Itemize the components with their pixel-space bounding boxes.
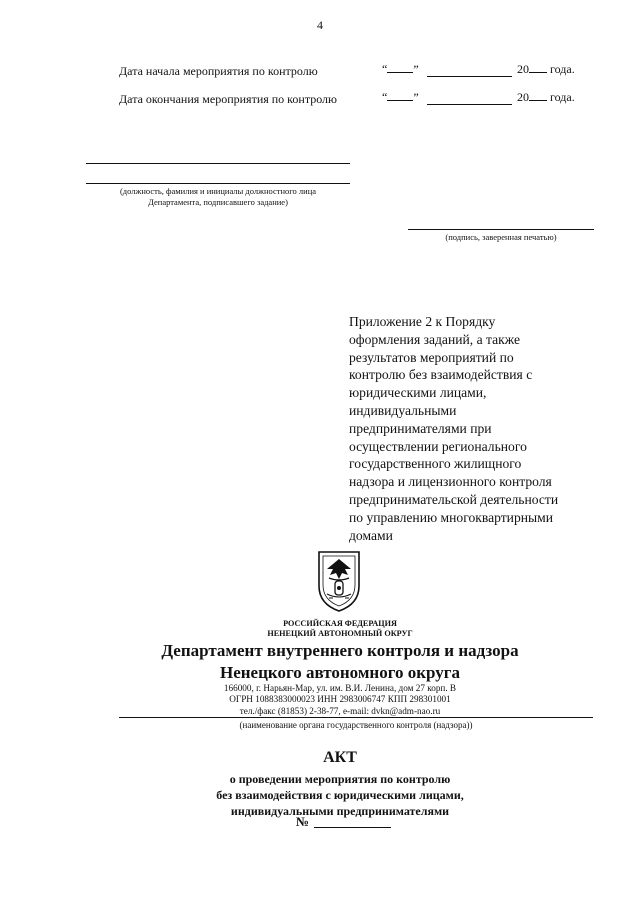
act-subtitle-line-2: без взаимодействия с юридическими лицами, <box>216 788 464 802</box>
appendix-line: индивидуальными <box>349 402 457 418</box>
appendix-line: предпринимательской деятельности <box>349 491 559 507</box>
start-date-month-field[interactable] <box>427 76 512 77</box>
signer-position-line-1[interactable] <box>86 163 350 164</box>
org-caption: (наименование органа государственного контроля (надзора)) <box>239 720 473 730</box>
act-number-sign: № <box>296 814 310 829</box>
year-prefix: 20 <box>517 62 529 76</box>
appendix-note <box>349 313 609 544</box>
appendix-line: предпринимателями при <box>349 420 492 436</box>
appendix-line: контролю без взаимодействия с <box>349 367 533 383</box>
act-title: АКТ <box>323 749 357 766</box>
appendix-line: надзора и лицензионного контроля <box>349 474 552 490</box>
signer-caption-line-2: Департамента, подписавшего задание) <box>148 197 288 207</box>
appendix-line: государственного жилищного <box>349 456 522 472</box>
end-date-label: Дата окончания мероприятия по контролю <box>119 92 338 106</box>
letterhead-header <box>0 619 640 639</box>
signer-caption-line-1: (должность, фамилия и инициалы должностного лица <box>119 186 317 196</box>
country-name: РОССИЙСКАЯ ФЕДЕРАЦИЯ <box>283 619 397 628</box>
appendix-line: по управлению многоквартирными <box>349 509 554 525</box>
act-subtitle-line-1: о проведении мероприятия по контролю <box>229 772 451 786</box>
year-suffix: года. <box>550 62 575 76</box>
signer-caption <box>86 186 350 208</box>
start-date-label: Дата начала мероприятия по контролю <box>119 64 318 78</box>
appendix-line: домами <box>349 527 393 543</box>
signature-line[interactable] <box>408 229 594 230</box>
contacts-line: тел./факс (81853) 2-38-77, e-mail: dvkn@adm-nao.ru <box>239 705 441 716</box>
open-quote: “ <box>382 62 388 76</box>
signature-caption: (подпись, заверенная печатью) <box>445 232 557 242</box>
close-quote: ” <box>413 62 419 76</box>
end-date-day-field[interactable] <box>382 90 419 105</box>
year-blank <box>529 90 547 101</box>
open-quote: “ <box>382 90 388 104</box>
signer-position-line-2[interactable] <box>86 183 350 184</box>
ogrn-line: ОГРН 1088383000023 ИНН 2983006747 КПП 298301001 <box>229 694 451 705</box>
appendix-line: результатов мероприятий по <box>349 349 514 365</box>
department-line-2: Ненецкого автономного округа <box>219 663 461 682</box>
start-date-year-field[interactable] <box>517 62 575 77</box>
act-subtitle <box>0 771 640 819</box>
day-blank <box>387 62 413 73</box>
address-line: 166000, г. Нарьян-Мар, ул. им. В.И. Ленина, дом 27 корп. В <box>223 683 457 693</box>
start-date-day-field[interactable] <box>382 62 419 77</box>
appendix-line: юридическими лицами, <box>349 385 487 401</box>
close-quote: ” <box>413 90 419 104</box>
appendix-line: осуществлении регионального <box>349 438 527 454</box>
end-date-month-field[interactable] <box>427 104 512 105</box>
region-name: НЕНЕЦКИЙ АВТОНОМНЫЙ ОКРУГ <box>267 629 413 638</box>
act-number-field[interactable] <box>314 827 391 828</box>
year-suffix: года. <box>550 90 575 104</box>
coat-of-arms-icon <box>315 548 363 614</box>
letterhead-divider <box>119 717 593 718</box>
department-name <box>0 640 640 684</box>
day-blank <box>387 90 413 101</box>
year-prefix: 20 <box>517 90 529 104</box>
page-number: 4 <box>317 18 323 32</box>
appendix-line: Приложение 2 к Порядку <box>349 314 496 329</box>
act-subtitle-line-3: индивидуальными предпринимателями <box>230 804 450 818</box>
department-contacts <box>0 683 640 717</box>
year-blank <box>529 62 547 73</box>
end-date-year-field[interactable] <box>517 90 575 105</box>
appendix-line: оформления заданий, а также <box>349 331 521 347</box>
department-line-1: Департамент внутреннего контроля и надзора <box>161 641 519 660</box>
